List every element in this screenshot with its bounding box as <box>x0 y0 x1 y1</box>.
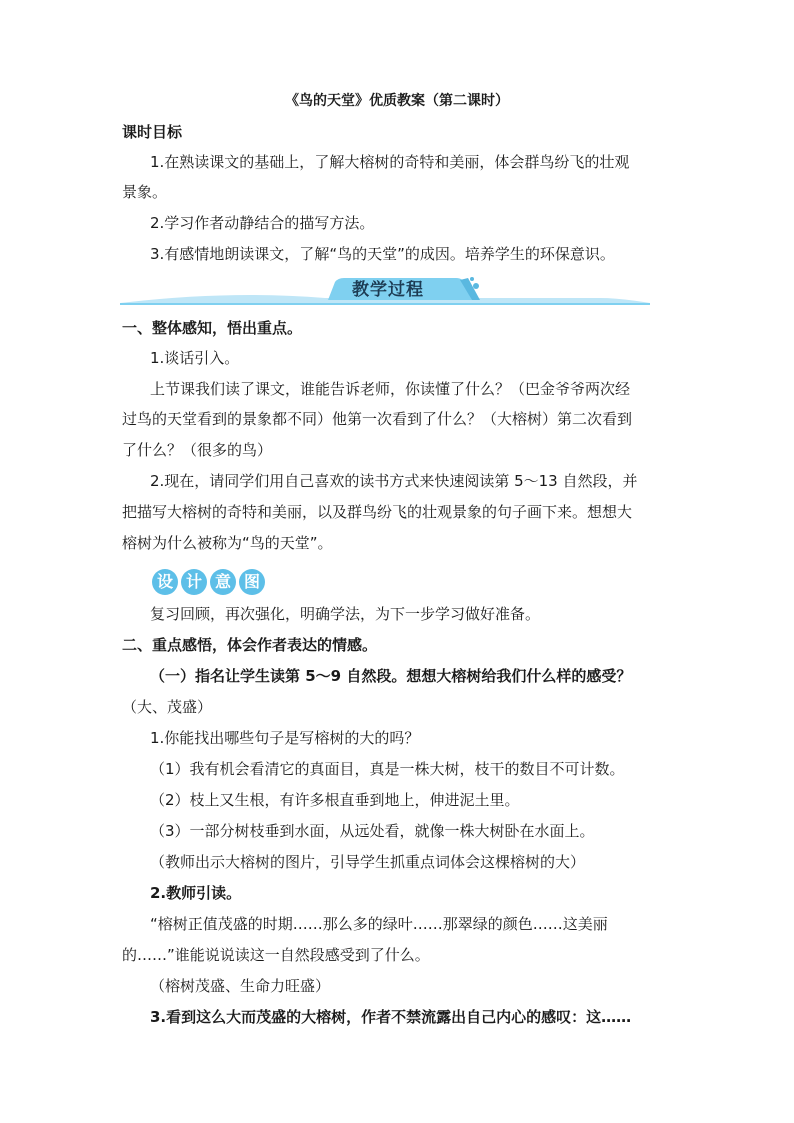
question-1: 1.你能找出哪些句子是写榕树的大的吗？ <box>150 729 420 747</box>
page-title: 《鸟的天堂》优质教案（第二课时） <box>285 93 509 109</box>
sentence-3: （3）一部分树枝垂到水面，从远处看，就像一株大树卧在水面上。 <box>150 822 595 840</box>
objective-2: 2.学习作者动静结合的描写方法。 <box>150 214 375 232</box>
subsection-1-line-2: （大、茂盛） <box>122 698 213 716</box>
design-intent-char: 计 <box>181 569 207 595</box>
answer-text: （榕树茂盛、生命力旺盛） <box>150 977 331 995</box>
sentence-2: （2）枝上又生根，有许多根直垂到地上，伸进泥土里。 <box>150 791 520 809</box>
decor-dot-icon <box>470 277 474 281</box>
quote-line-2: 的……”谁能说说读这一自然段感受到了什么。 <box>122 946 430 964</box>
objective-1-line-1: 1.在熟读课文的基础上，了解大榕树的奇特和美丽，体会群鸟纷飞的壮观 <box>150 153 630 171</box>
objectives-heading: 课时目标 <box>122 123 183 141</box>
step-2-line-3: 榕树为什么被称为“鸟的天堂”。 <box>122 534 333 552</box>
design-intent-tag <box>152 569 265 595</box>
teacher-note: （教师出示大榕树的图片，引导学生抓重点词体会这棵榕树的大） <box>150 853 586 871</box>
step-1: 1.谈话引入。 <box>150 349 240 367</box>
quote-line-1: “榕树正值茂盛的时期……那么多的绿叶……那翠绿的颜色……这美丽 <box>150 915 608 933</box>
section-1-heading: 一、整体感知，悟出重点。 <box>122 319 303 337</box>
step-2-line-1: 2.现在，请同学们用自己喜欢的读书方式来快速阅读第 5～13 自然段，并 <box>150 472 638 490</box>
question-2: 2.教师引读。 <box>150 884 242 902</box>
subsection-1-line-1: （一）指名让学生读第 5～9 自然段。想想大榕树给我们什么样的感受？ <box>150 667 632 685</box>
objective-1-line-2: 景象。 <box>122 183 168 201</box>
section-2-heading: 二、重点感悟，体会作者表达的情感。 <box>122 636 378 654</box>
design-intent-char: 图 <box>239 569 265 595</box>
design-intent-text: 复习回顾，再次强化，明确学法，为下一步学习做好准备。 <box>150 605 541 623</box>
objective-3: 3.有感情地朗读课文，了解“鸟的天堂”的成因。培养学生的环保意识。 <box>150 245 615 263</box>
banner-label: 教学过程 <box>352 280 424 300</box>
para-1-line-1: 上节课我们读了课文，谁能告诉老师，你读懂了什么？（巴金爷爷两次经 <box>150 380 631 398</box>
design-intent-char: 意 <box>210 569 236 595</box>
para-1-line-2: 过鸟的天堂看到的景象都不同）他第一次看到了什么？（大榕树）第二次看到 <box>122 410 633 428</box>
question-3: 3.看到这么大而茂盛的大榕树，作者不禁流露出自己内心的感叹：这…… <box>150 1008 632 1026</box>
para-1-line-3: 了什么？（很多的鸟） <box>122 441 273 459</box>
decor-dot-icon <box>473 283 479 289</box>
step-2-line-2: 把描写大榕树的奇特和美丽，以及群鸟纷飞的壮观景象的句子画下来。想想大 <box>122 503 633 521</box>
sentence-1: （1）我有机会看清它的真面目，真是一株大树，枝干的数目不可计数。 <box>150 760 625 778</box>
design-intent-char: 设 <box>152 569 178 595</box>
